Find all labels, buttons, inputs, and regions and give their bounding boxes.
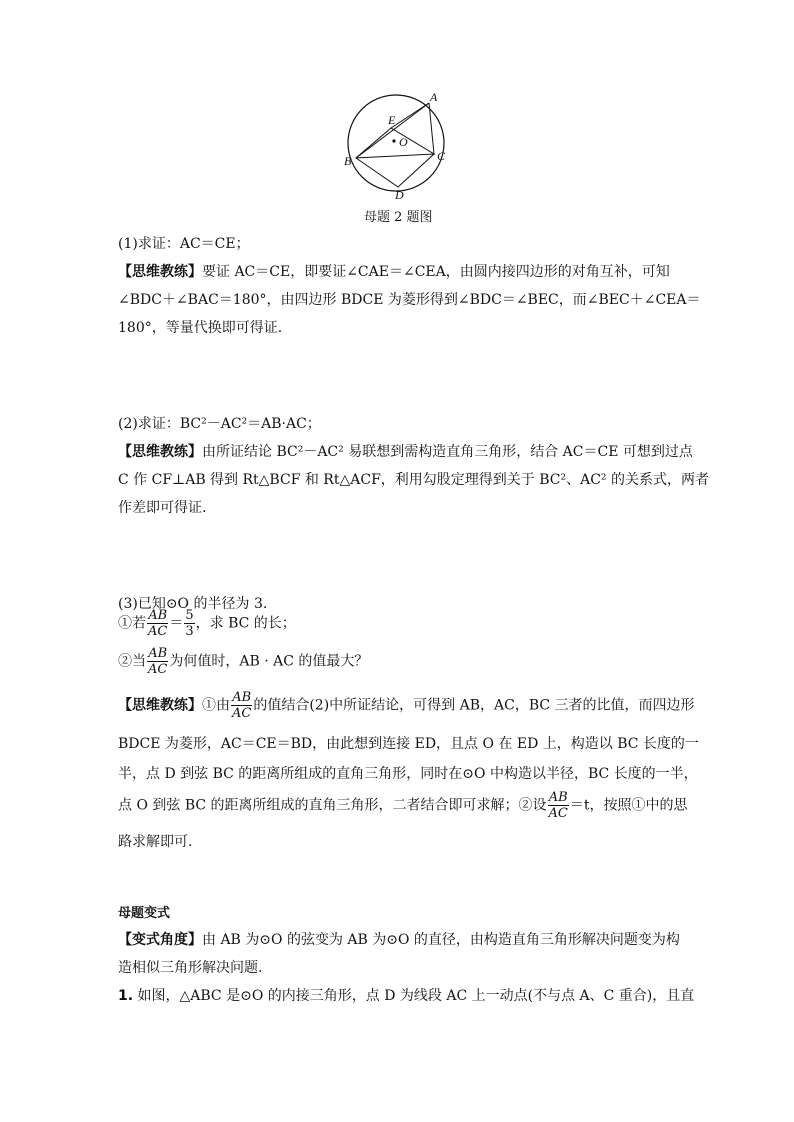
label-b: B (344, 154, 352, 168)
part2-hint-line2: C 作 CF⊥AB 得到 Rt△BCF 和 Rt△ACF，利用勾股定理得到关于 BC²、AC² 的关系式，两者 (118, 472, 709, 488)
part3-hint-l4-prefix: 点 O 到弦 BC 的距离所组成的直角三角形，二者结合即可求解；②设 (118, 797, 547, 814)
q1-val-den: 3 (185, 624, 194, 639)
label-o: O (399, 135, 408, 149)
part3-prompt: (3)已知⊙O 的半径为 3. (118, 596, 268, 612)
part1-prompt: (1)求证：AC＝CE； (118, 236, 250, 252)
hint-l4-fraction (548, 790, 569, 821)
q1-prefix: ①若 (118, 615, 146, 632)
hint-tag: 【思维教练】 (118, 444, 202, 460)
variant-tag: 【变式角度】 (118, 932, 202, 948)
q2-frac-num: AB (148, 646, 168, 661)
q1-frac-num: AB (148, 608, 168, 623)
label-d: D (395, 188, 404, 202)
part1-hint-line2: ∠BDC＋∠BAC＝180°，由四边形 BDCE 为菱形得到∠BDC＝∠BEC，而∠BEC＋∠CEA＝ (118, 292, 701, 308)
hint-l4-frac-den: AC (548, 806, 568, 821)
hint-tag: 【思维教练】 (118, 697, 202, 714)
q2-frac-den: AC (148, 662, 168, 677)
q1-fraction (147, 608, 168, 639)
variant-line1 (118, 930, 680, 950)
part2-hint-line3: 作差即可得证. (118, 500, 207, 516)
q1-frac-den: AC (148, 624, 168, 639)
q1-equals: ＝ (169, 615, 184, 632)
part3-q2 (118, 646, 368, 677)
segment-ab (356, 103, 429, 158)
variant-question (118, 986, 694, 1006)
part3-hint-line2: BDCE 为菱形，AC＝CE＝BD，由此想到连接 ED，且点 O 在 ED 上，构造以 BC 长度的一 (118, 736, 699, 752)
hint-frac-den: AC (232, 706, 252, 721)
part1-hint-text1: 要证 AC＝CE，即要证∠CAE＝∠CEA，由圆内接四边形的对角互补，可知 (202, 264, 670, 280)
question-number: 1. (118, 988, 134, 1004)
q1-value-fraction (184, 608, 194, 639)
label-e: E (388, 113, 396, 127)
variant-heading: 母题变式 (118, 906, 171, 921)
label-a: A (430, 90, 438, 104)
q2-suffix: 为何值时，AB · AC 的值最大？ (169, 653, 369, 670)
hint-tag: 【思维教练】 (118, 264, 202, 280)
part3-hint-line1 (118, 690, 695, 721)
label-c: C (437, 149, 446, 163)
hint-fraction (231, 690, 252, 721)
part3-hint-line5: 路求解即可. (118, 834, 193, 850)
q1-val-num: 5 (185, 608, 194, 623)
figure-caption: 母题 2 题图 (364, 210, 433, 225)
circle-figure (336, 84, 456, 210)
part3-hint-l4-suffix: ＝t，按照①中的思 (569, 797, 688, 814)
part3-hint-line3: 半，点 D 到弦 BC 的距离所组成的直角三角形，同时在⊙O 中构造以半径，BC 长度的一半， (118, 766, 698, 782)
variant-line2: 造相似三角形解决问题. (118, 960, 263, 976)
variant-text1: 由 AB 为⊙O 的弦变为 AB 为⊙O 的直径，由构造直角三角形解决问题变为构 (202, 932, 680, 948)
part1-hint-line1 (118, 262, 670, 282)
center-dot (392, 139, 395, 142)
part3-hint-line4 (118, 790, 688, 821)
part3-hint-prefix: ①由 (202, 697, 230, 714)
part2-hint-text1: 由所证结论 BC²－AC² 易联想到需构造直角三角形，结合 AC＝CE 可想到过点 (202, 444, 693, 460)
hint-frac-num: AB (232, 690, 252, 705)
part2-hint-line1 (118, 442, 693, 462)
part3-hint-suffix: 的值结合(2)中所证结论，可得到 AB，AC，BC 三者的比值，而四边形 (253, 697, 695, 714)
q1-suffix: ，求 BC 的长； (195, 615, 296, 632)
part2-prompt: (2)求证：BC²－AC²＝AB·AC； (118, 416, 321, 432)
q2-prefix: ②当 (118, 653, 146, 670)
part3-q1 (118, 608, 296, 639)
hint-l4-frac-num: AB (548, 790, 568, 805)
part1-hint-line3: 180°，等量代换即可得证. (118, 320, 283, 336)
q2-fraction (147, 646, 168, 677)
question-text: 如图，△ABC 是⊙O 的内接三角形，点 D 为线段 AC 上一动点(不与点 A、C 重合)，且直 (133, 988, 695, 1004)
